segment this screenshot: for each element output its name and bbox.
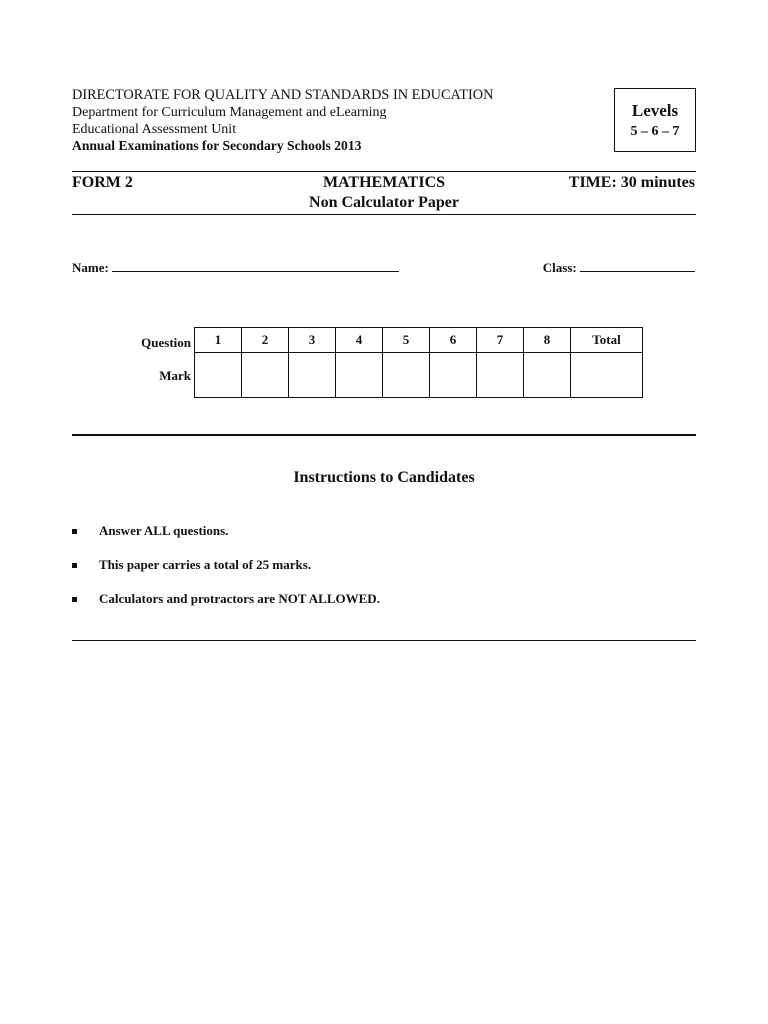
bullet-icon bbox=[72, 529, 77, 534]
name-blank-line[interactable] bbox=[112, 259, 399, 272]
total-mark-cell[interactable] bbox=[571, 353, 643, 398]
department-line: Department for Curriculum Management and eLearning bbox=[72, 105, 387, 120]
form-label: FORM 2 bbox=[72, 174, 133, 191]
mark-cell[interactable] bbox=[242, 353, 289, 398]
question-number: 4 bbox=[336, 328, 383, 353]
unit-line: Educational Assessment Unit bbox=[72, 122, 237, 137]
subject-title: MATHEMATICS bbox=[322, 174, 446, 191]
bullet-icon bbox=[72, 563, 77, 568]
instruction-item bbox=[72, 557, 311, 573]
mark-cell[interactable] bbox=[336, 353, 383, 398]
question-number-row bbox=[195, 328, 643, 353]
instruction-text: This paper carries a total of 25 marks. bbox=[99, 557, 312, 572]
class-field[interactable] bbox=[543, 259, 695, 276]
directorate-heading: DIRECTORATE FOR QUALITY AND STANDARDS IN EDUCATION bbox=[72, 87, 494, 103]
question-number: 2 bbox=[242, 328, 289, 353]
name-label: Name: bbox=[72, 260, 109, 275]
paper-type: Non Calculator Paper bbox=[309, 194, 459, 211]
levels-range: 5 – 6 – 7 bbox=[630, 124, 680, 139]
question-number: 8 bbox=[524, 328, 571, 353]
instructions-title: Instructions to Candidates bbox=[293, 469, 475, 486]
footer-divider bbox=[72, 640, 696, 641]
instruction-text: Calculators and protractors are NOT ALLOWED. bbox=[99, 591, 380, 606]
question-row-label: Question bbox=[141, 335, 191, 350]
mark-cell[interactable] bbox=[430, 353, 477, 398]
question-number: 7 bbox=[477, 328, 524, 353]
question-number: 6 bbox=[430, 328, 477, 353]
mark-cell[interactable] bbox=[477, 353, 524, 398]
levels-box bbox=[614, 88, 696, 152]
instruction-item bbox=[72, 523, 228, 539]
title-divider bbox=[72, 214, 696, 215]
name-field[interactable] bbox=[72, 259, 399, 276]
time-allowed: TIME: 30 minutes bbox=[568, 174, 695, 191]
header-divider bbox=[72, 171, 696, 172]
question-number: 5 bbox=[383, 328, 430, 353]
instruction-item bbox=[72, 591, 380, 607]
subject-block bbox=[234, 173, 534, 213]
total-header: Total bbox=[571, 328, 643, 353]
marks-table bbox=[194, 327, 643, 398]
mark-entry-row bbox=[195, 353, 643, 398]
levels-title: Levels bbox=[631, 101, 679, 120]
mark-cell[interactable] bbox=[524, 353, 571, 398]
class-blank-line[interactable] bbox=[580, 259, 695, 272]
instruction-text: Answer ALL questions. bbox=[99, 523, 229, 538]
section-divider bbox=[72, 434, 696, 436]
exam-series-line: Annual Examinations for Secondary Schools 2013 bbox=[72, 138, 362, 153]
class-label: Class: bbox=[542, 260, 577, 275]
mark-row-label: Mark bbox=[159, 368, 191, 383]
mark-cell[interactable] bbox=[383, 353, 430, 398]
bullet-icon bbox=[72, 597, 77, 602]
question-number: 3 bbox=[289, 328, 336, 353]
question-number: 1 bbox=[195, 328, 242, 353]
mark-cell[interactable] bbox=[289, 353, 336, 398]
mark-cell[interactable] bbox=[195, 353, 242, 398]
